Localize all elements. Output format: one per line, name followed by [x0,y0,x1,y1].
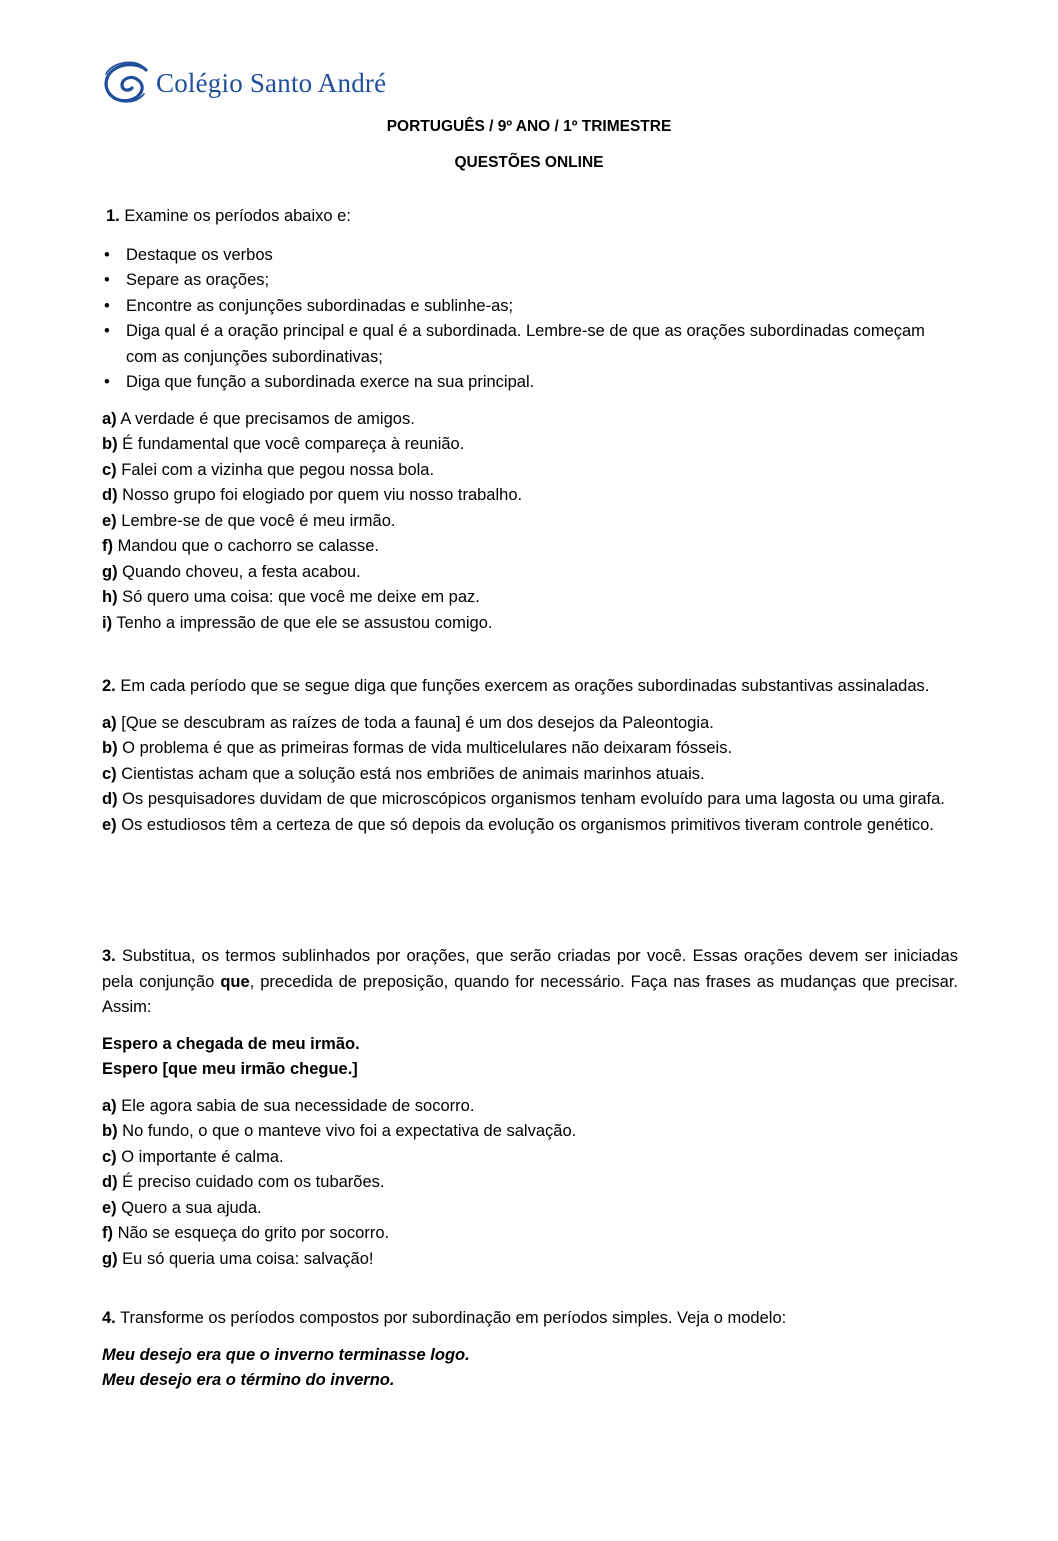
item-label: g) [102,1249,118,1268]
list-item [102,407,958,433]
question-text: , precedida de preposição, quando for necessário. Faça nas frases as mudanças que precisar. Assim: [102,972,958,1016]
item-text: Lembre-se de que você é meu irmão. [121,511,396,530]
list-item [102,813,958,839]
item-text: Os estudiosos têm a certeza de que só depois da evolução os organismos primitivos tiveram controle genético. [121,815,934,834]
list-item [102,611,958,637]
item-text: O importante é calma. [121,1147,284,1166]
item-text: É preciso cuidado com os tubarões. [122,1173,385,1191]
item-text: [Que se descubram as raízes de toda a fauna] é um dos desejos da Paleontogia. [121,713,714,732]
item-text: Não se esqueça do grito por socorro. [117,1224,390,1242]
list-item [102,1247,958,1273]
item-text: Quando choveu, a festa acabou. [122,562,361,581]
instruction-list [102,243,958,396]
item-label: h) [102,588,118,606]
item-label: b) [102,739,118,757]
question-3-prompt [102,944,958,1021]
swirl-logo-icon [102,60,152,106]
keyword: que [220,972,250,991]
list-item [102,1094,958,1120]
item-text: Eu só queria uma coisa: salvação! [122,1249,374,1268]
item-text: Mandou que o cachorro se calasse. [117,537,379,555]
item-text: É fundamental que você compareça à reunião. [122,435,465,453]
item-label: f) [102,537,113,555]
item-text: Quero a sua ajuda. [121,1198,262,1217]
item-label: c) [102,1147,117,1166]
item-label: f) [102,1224,113,1242]
question-2 [102,674,958,838]
list-item [102,1196,958,1222]
instruction-item: • Diga qual é a oração principal e qual é a subordinada. Lembre-se de que as orações subordinadas começam com as conjunções subordinativas; [102,319,958,370]
item-label: i) [102,613,113,632]
question-text: Substitua, os termos sublinhados por orações, que serão criadas por você. Essas orações devem ser iniciadas pela conjunção [102,947,958,991]
item-text: A verdade é que precisamos de amigos. [120,409,415,428]
item-label: d) [102,790,118,808]
example-line: Meu desejo era o término do inverno. [102,1371,395,1389]
list-item [102,736,958,762]
item-text: Os pesquisadores duvidam de que microscópicos organismos tenham evoluído para uma lagosta ou uma girafa. [122,790,945,808]
example-line: Espero [que meu irmão chegue.] [102,1060,358,1078]
instruction-item: • Diga que função a subordinada exerce na sua principal. [102,370,958,396]
example-line: Espero a chegada de meu irmão. [102,1034,360,1053]
question-text: Em cada período que se segue diga que funções exercem as orações subordinadas substantivas assinaladas. [120,677,930,695]
question-number: 1. [106,207,120,225]
question-1-items [102,407,958,637]
document-title: PORTUGUÊS / 9º ANO / 1º TRIMESTRE [386,118,672,135]
item-text: Tenho a impressão de que ele se assustou comigo. [116,613,493,632]
document-subtitle: QUESTÕES ONLINE [454,154,604,171]
item-label: d) [102,486,118,504]
item-text: Cientistas acham que a solução está nos embriões de animais marinhos atuais. [121,764,705,783]
question-text: Transforme os períodos compostos por subordinação em períodos simples. Veja o modelo: [120,1309,787,1327]
list-item [102,432,958,458]
question-number: 3. [102,947,116,965]
list-item [102,1119,958,1145]
question-text: Examine os períodos abaixo e: [124,207,351,225]
school-logo [102,58,386,108]
question-3-items [102,1094,958,1273]
question-2-prompt [102,674,958,700]
question-3 [102,944,958,1272]
list-item [102,560,958,586]
item-label: a) [102,409,117,428]
item-text: No fundo, o que o manteve vivo foi a expectativa de salvação. [122,1122,577,1140]
instruction-item: • Separe as orações; [102,268,958,294]
list-item [102,762,958,788]
question-number: 4. [102,1309,116,1327]
question-2-items [102,711,958,839]
list-item [102,509,958,535]
item-label: a) [102,713,117,732]
instruction-item: • Destaque os verbos [102,243,958,269]
item-text: Nosso grupo foi elogiado por quem viu nosso trabalho. [122,486,523,504]
list-item [102,483,958,509]
question-4-prompt [102,1306,958,1332]
item-text: Só quero uma coisa: que você me deixe em paz. [122,588,480,606]
question-number: 2. [102,677,116,695]
item-label: g) [102,562,118,581]
question-4-example [102,1343,958,1394]
list-item [102,787,958,813]
item-label: d) [102,1173,118,1191]
item-text: Ele agora sabia de sua necessidade de socorro. [121,1096,475,1115]
example-line: Meu desejo era que o inverno terminasse logo. [102,1345,470,1364]
list-item [102,585,958,611]
item-text: O problema é que as primeiras formas de vida multicelulares não deixaram fósseis. [122,739,733,757]
question-3-example [102,1032,958,1083]
list-item [102,534,958,560]
instruction-item: • Encontre as conjunções subordinadas e sublinhe-as; [102,294,958,320]
item-label: b) [102,1122,118,1140]
item-label: b) [102,435,118,453]
item-label: a) [102,1096,117,1115]
item-label: c) [102,764,117,783]
list-item [102,1221,958,1247]
item-label: e) [102,511,117,530]
school-name: Colégio Santo André [156,67,387,98]
item-label: e) [102,815,117,834]
item-label: e) [102,1198,117,1217]
list-item [102,1170,958,1196]
list-item [102,458,958,484]
item-label: c) [102,460,117,479]
list-item [102,1145,958,1171]
question-1 [102,204,958,636]
question-4 [102,1306,958,1394]
question-1-prompt [102,204,958,230]
list-item [102,711,958,737]
item-text: Falei com a vizinha que pegou nossa bola. [121,460,435,479]
